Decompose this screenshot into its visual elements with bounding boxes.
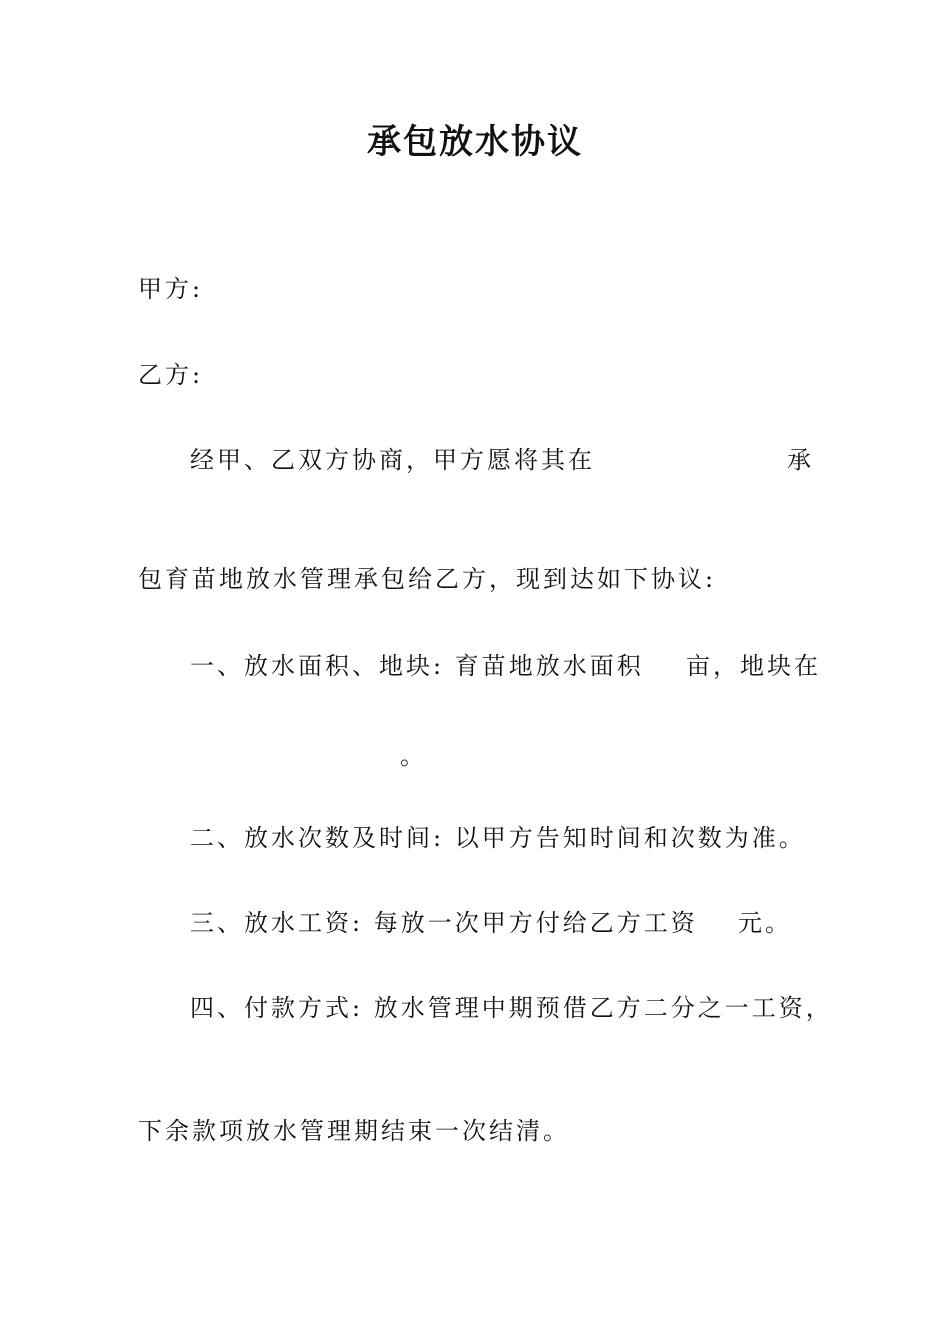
clause-1-text-cont: 亩，地块在 — [686, 652, 821, 680]
clause-1-text: 一、放水面积、地块: 育苗地放水面积 — [190, 652, 644, 680]
party-a-label: 甲方: — [138, 275, 204, 303]
intro-paragraph-line1-end: 承 — [787, 446, 814, 474]
clause-4-text-cont: 下余款项放水管理期结束一次结清。 — [138, 1117, 570, 1145]
party-b-label: 乙方: — [138, 361, 204, 389]
clause-1-end-mark: 。 — [400, 742, 427, 770]
intro-paragraph-line2: 包育苗地放水管理承包给乙方，现到达如下协议: — [138, 565, 717, 593]
document-title: 承包放水协议 — [367, 122, 583, 162]
clause-2-text: 二、放水次数及时间: 以甲方告知时间和次数为准。 — [190, 824, 806, 852]
intro-paragraph-line1: 经甲、乙双方协商，甲方愿将其在 — [190, 446, 595, 474]
clause-3-text: 三、放水工资: 每放一次甲方付给乙方工资 — [190, 909, 698, 937]
clause-4-text: 四、付款方式: 放水管理中期预借乙方二分之一工资， — [190, 994, 833, 1022]
clause-3-text-cont: 元。 — [738, 909, 792, 937]
